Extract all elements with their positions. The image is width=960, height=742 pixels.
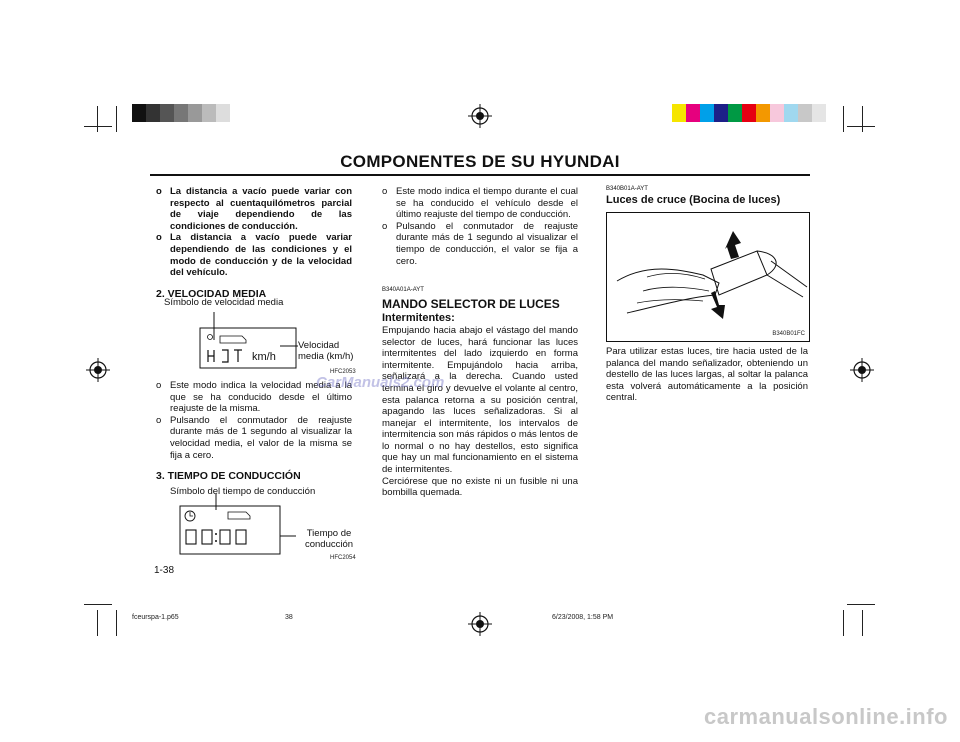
footer-page: 38: [285, 614, 293, 621]
page-number: 1-38: [154, 565, 175, 576]
left-column-mid: [156, 380, 352, 483]
figure-caption: Velocidad media (km/h): [298, 340, 354, 362]
section-title: MANDO SELECTOR DE LUCES: [382, 296, 560, 311]
color-swatch: [686, 104, 700, 122]
color-swatch: [132, 104, 146, 122]
figure-code: HFC2053: [330, 369, 356, 375]
crop-mark: [84, 126, 112, 127]
section-title: 3. TIEMPO DE CONDUCCIÓN: [156, 470, 301, 483]
flash-to-pass-figure: [606, 212, 810, 342]
crop-mark: [847, 126, 875, 127]
color-calibration-bar: [672, 104, 826, 122]
color-swatch: [700, 104, 714, 122]
footer-date: 6/23/2008, 1:58 PM: [552, 614, 614, 621]
section-code: B340A01A-AYT: [382, 287, 424, 294]
color-swatch: [188, 104, 202, 122]
color-swatch: [202, 104, 216, 122]
crop-mark: [116, 106, 117, 132]
color-swatch: [728, 104, 742, 122]
color-swatch: [770, 104, 784, 122]
left-column: [156, 186, 352, 300]
header-rule: [150, 174, 810, 176]
list-item: o La distancia a vacío puede variar dependiendo de las condiciones y el modo de conducción y de la velocidad del vehículo.: [156, 232, 352, 279]
color-swatch: [216, 104, 230, 122]
list-item: o La distancia a vacío puede variar con respecto al cuentaquilómetros parcial de viaje dependiendo de las condiciones de conducción.: [156, 186, 352, 232]
color-swatch: [672, 104, 686, 122]
crop-mark: [847, 604, 875, 605]
figure-code: B340B01FC: [772, 331, 805, 337]
color-swatch: [160, 104, 174, 122]
color-swatch: [258, 104, 272, 122]
color-swatch: [784, 104, 798, 122]
list-item: o Este modo indica el tiempo durante el cual se ha conducido el vehículo desde el último reajuste del tiempo de conducción.: [382, 186, 578, 221]
color-swatch: [756, 104, 770, 122]
footer-file: fceurspa-1.p65: [132, 614, 179, 621]
crop-mark: [116, 610, 117, 636]
paragraph: Cerciórese que no existe ni un fusible ni una bombilla quemada.: [382, 475, 578, 499]
paragraph: Para utilizar estas luces, tire hacia usted de la palanca del mando señalizador, obteniendo un destello de las luces largas, al soltar la palanca esta volverá automáticamente a la posición central.: [606, 346, 808, 404]
registration-mark-icon: [468, 104, 492, 128]
hand-lever-illustration: [607, 213, 809, 341]
page-title: COMPONENTES DE SU HYUNDAI: [340, 152, 620, 171]
figure-caption: Tiempo de conducción: [304, 528, 354, 550]
crop-mark: [84, 604, 112, 605]
registration-mark-icon: [850, 358, 874, 382]
section-code: B340B01A-AYT: [606, 186, 648, 192]
color-swatch: [742, 104, 756, 122]
color-swatch: [798, 104, 812, 122]
color-swatch: [230, 104, 244, 122]
crop-mark: [97, 106, 98, 132]
color-swatch: [272, 104, 286, 122]
unit-label: km/h: [252, 351, 276, 363]
color-swatch: [174, 104, 188, 122]
list-item: o Este modo indica la velocidad media a la que se ha conducido desde el último reajuste de la misma.: [156, 380, 352, 415]
list-item: o Pulsando el conmutador de reajuste durante más de 1 segundo al visualizar la velocidad media, el valor de la misma se fija a cero.: [156, 414, 352, 461]
crop-mark: [862, 106, 863, 132]
section-subtitle: Intermitentes:: [382, 312, 455, 325]
registration-mark-icon: [86, 358, 110, 382]
figure-caption: Símbolo del tiempo de conducción: [170, 486, 316, 497]
paragraph: Empujando hacia abajo el vástago del mando selector de luces, hará funcionar las luces intermitentes del lado izquierdo en forma intermitente. Empujándolo hacia arriba, señalizará a la derecha. Cuando usted termina el giro y devuelve el volante al centro, esta palanca retorna a su posición central, apagando las luces señalizadoras. Si al manejar el intermitente, los intervalos de intermitencia son más rápidos o más lentos de lo normal o no hay destellos, esto significa que hay un mal funcionamiento en el sistema de intermitentes.: [382, 324, 578, 476]
middle-column: [382, 186, 578, 499]
watermark: carmanualsonline.info: [704, 704, 948, 729]
crop-mark: [843, 106, 844, 132]
crop-mark: [862, 610, 863, 636]
crop-mark: [97, 610, 98, 636]
grayscale-calibration-bar: [132, 104, 286, 122]
list-item: o Pulsando el conmutador de reajuste durante más de 1 segundo al visualizar el tiempo de conducción, el valor se fija a cero.: [382, 220, 578, 267]
color-swatch: [244, 104, 258, 122]
figure-caption: Símbolo de velocidad media: [164, 297, 284, 308]
color-swatch: [812, 104, 826, 122]
registration-mark-icon: [468, 612, 492, 636]
watermark: CarManuals2.com: [316, 374, 445, 391]
section-title: Luces de cruce (Bocina de luces): [606, 194, 781, 206]
figure-code: HFC2054: [330, 555, 356, 561]
color-swatch: [146, 104, 160, 122]
crop-mark: [843, 610, 844, 636]
section-title: 2. VELOCIDAD MEDIA: [156, 287, 267, 300]
color-swatch: [714, 104, 728, 122]
